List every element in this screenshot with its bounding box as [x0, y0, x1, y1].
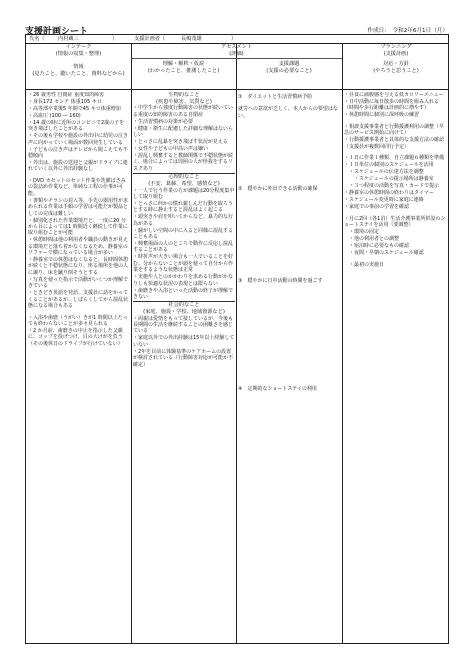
- task-1-note: 就労への意欲が乏しく、本人からの要望はない。: [238, 106, 338, 119]
- interp-title: 理解・解釈・仮説: [162, 61, 205, 67]
- divider-2: [236, 43, 237, 643]
- task-1-label: ① ダイエットと生活習慣病予防: [238, 94, 313, 100]
- mind-item: ・時折声が大きい場合も一人でいることを好む。分からないことが頭を使って自分から作業をするような状態は正常: [133, 254, 234, 274]
- plan-item: ・夜間・早朝のスケジュール確認: [344, 250, 424, 257]
- plan-item: ・日中活動に毎日散歩の時間を組み入れる（時間や歩行距離は計画的に増やす）: [344, 98, 440, 112]
- info-item: ・休憩時間は他の利用者や職員の動きが見える環境だと落ち着かなくなるため、静養室のソファーで横になっている場合が多い: [28, 237, 129, 257]
- info-item: ・DVD カセットのセット作業や洗濯ばさみの袋詰め作業など、単純な工程の仕事が可能。: [28, 178, 126, 197]
- task-subtitle: (支援の必要なこと): [266, 67, 312, 74]
- assessment-subtitle: (評価): [229, 50, 244, 57]
- mind-item: ・歯磨きや入浴といった活動の終了が理解できない: [133, 287, 234, 300]
- social-item: ・家庭以外での外出経験は15年以上経験していない: [133, 335, 235, 348]
- plan-item: ・３つ程度の活動を写真・カードで提示: [344, 183, 440, 190]
- mind-item: ・頭突きや肩を叩いてからなど、暴力的な行為がある: [133, 214, 234, 227]
- info-item: [28, 310, 129, 314]
- plan-item: ・静養室の休憩時間の終わりはタイマー: [344, 190, 434, 197]
- name-close: ）: [112, 36, 118, 42]
- plan-item: ・環境の固定: [344, 229, 380, 236]
- plan-item: ・スケジュールの伝達方法を調整: [344, 169, 424, 176]
- mind-list: [133, 188, 235, 301]
- info-item: ・静養室での休憩はなくなると、長時間休憩が続くと不穏状態になり、座る場所を他の人に譲り、床を蹴り倒そうとする: [28, 257, 129, 276]
- interp-header: [131, 61, 236, 74]
- info-item: ・個別化された作業環境だと、一度に20 分から目によっては1 時間近く継続して作業に取り組むことが可能: [28, 217, 128, 237]
- header-bottom: [26, 89, 448, 90]
- plan-item: ・１日単位の個別のスケジュールを活用: [344, 162, 434, 169]
- info-item: ・入浴や歯磨（うがい）きが1 時間以上たっても終わらないことが多々見られる: [28, 314, 128, 327]
- plan-item: [344, 257, 448, 261]
- info-item: ・26 歳男性 自閉症 重度知的障害: [28, 92, 105, 98]
- social-subtitle: (家庭、施設・学校、地域資源など): [143, 308, 225, 315]
- info-header: [26, 64, 131, 77]
- planner-label: 支援計画者（: [134, 36, 166, 42]
- info-item: ・ときどき英語を発語、支援員に話をかってくることがあるが、しばらくしてから混乱状態になる場合もある: [28, 290, 129, 310]
- bio-item: ・とっさに乱暴を突き飛ばす状況が見える: [133, 139, 228, 146]
- info-title: 情報: [73, 64, 84, 70]
- plan-title: 対応・方針: [383, 61, 409, 67]
- plan-item: ・家庭での事前の学習を確認: [344, 204, 410, 211]
- bio-subtitle: (疾患や障害、気質など): [156, 98, 212, 105]
- info-item: ・書類やチラシの封入等、手先の器用性が求められる作業は手順の学習は可能だが製品としての完成は難しい: [28, 197, 129, 217]
- interp-subtitle: (わかったこと、推測したこと): [147, 67, 220, 74]
- bio-item: ・生活習慣病の対策が必要: [133, 118, 194, 125]
- info-item: ・身長172 センチ 体重105 キロ: [28, 98, 102, 105]
- plan-item: ・スケジュールの提示場所は静養室: [344, 176, 434, 183]
- created-date: 作成日： 令和2年6月1日（月）: [367, 28, 448, 34]
- plan-header: [342, 61, 450, 74]
- plan-item: ・宿泊時に必要なもの確認: [344, 243, 410, 250]
- support-plan-table: [25, 34, 449, 644]
- task-header: [236, 61, 342, 74]
- bio-title: 生物的なこと: [168, 92, 200, 98]
- bio-item: ・健康・衛生に配慮した詳細な理解はないらしい: [133, 125, 234, 139]
- task-3: [238, 278, 340, 285]
- social-item: ・2年を目前に体験基準のケアホームの設置が検討されている（行動障害対応が可能か不確定）: [133, 348, 234, 368]
- plan-column: [344, 92, 448, 642]
- plan-item: ・休憩時間に個別に深呼吸の練習: [344, 112, 420, 119]
- social-item: ・両親は愛情をもって接しているが、今後も長期間の生活を継続することの困難さを感じている: [133, 315, 234, 335]
- bio-item: ・中学生から強度行動障害の状態が続いている重度の知的障害のある自閉症: [133, 105, 234, 118]
- interp-column: [133, 92, 235, 642]
- task-4-label: ④ 定期的なショートステイの利用: [238, 386, 317, 392]
- task-title: 支援課題: [278, 61, 300, 67]
- info-subtitle: (見たこと、聴いたこと、資料などから): [32, 70, 125, 77]
- bio-item: ・混乱し興奮すると教師関係で不穏状態が続く、場合によっては周囲の人が怪我をするリスクあり: [133, 153, 234, 172]
- info-item: ・写真を使った指示で活動がいくつか理解できている: [28, 276, 129, 290]
- plan-item: ・１日に作業１種類、自立課題６種類を準備: [344, 155, 445, 162]
- intake-title: インテーク: [65, 44, 92, 50]
- assessment-split: [131, 58, 342, 59]
- task-3-label: ③ 穏やかに日中活動の時間を過ごす: [238, 278, 323, 284]
- info-item: ・2 か月前、歯磨きの中止を指示した父親に、コップを投げつけ、目の大けがを負う（その後休日のドライブが行けていない）: [28, 327, 123, 347]
- plan-item: ・相談支援事業者と行動援護利用の調整（早急のサービス開始に向けて）: [344, 123, 445, 137]
- mind-subtitle: (不安、葛藤、希望、感情など): [148, 180, 220, 187]
- bio-item: ・女性や子どもの甲高い声は嫌い: [133, 146, 209, 153]
- meta-row: [26, 35, 448, 44]
- task-1: [238, 94, 340, 120]
- social-title: 社会的なこと: [168, 302, 200, 309]
- task-4: [238, 386, 340, 393]
- plan-item: ・最初の実施日: [344, 261, 385, 268]
- mind-item: ・興奮場面の人のところで動作に反応し混乱することがある: [133, 241, 233, 254]
- plan-subtitle: (やろうと思うこと): [373, 67, 419, 74]
- assessment-header: [131, 44, 342, 57]
- plan-item: ・昼食に満腹感を与える低カロリーメニュー: [344, 92, 444, 98]
- planning-subtitle: (支援計画): [383, 50, 409, 57]
- assessment-title: アセスメント: [220, 44, 253, 50]
- sheet-title: 支援計画シート: [25, 27, 89, 37]
- info-item: ・子どもの泣き声はテレビから聞こえても不穏傾向: [28, 146, 128, 160]
- info-item: ・高等部卒業後5 年間で45 キロ体重増加: [28, 105, 121, 112]
- planning-title: プランニング: [380, 44, 412, 50]
- info-item: ・14 歳の時に近所のコンビニで2歳の子を突き飛ばしたことがある: [28, 119, 125, 133]
- task-column: [238, 92, 340, 642]
- intake-header: [26, 44, 131, 57]
- mind-title: 心理的なこと: [168, 174, 200, 181]
- planning-header: [342, 44, 450, 57]
- mind-item: ・一人で行う作業の方が課題は20分程度集中して取り組む: [133, 187, 235, 200]
- task-2-label: ② 穏やかに外出できる活動の確保: [238, 186, 318, 192]
- divider-1: [131, 43, 132, 643]
- plan-item: ・他の利用者との調整: [344, 236, 400, 243]
- plan-item: ・スケジュール変更時に家庭に連絡: [344, 197, 424, 204]
- info-item: [28, 173, 129, 177]
- info-item: ・その後も学校や施設の外出中に幼児の泣き声に向かっていく場面が数回発生している: [28, 133, 129, 146]
- plan-item: [344, 211, 448, 215]
- social-list: [133, 316, 235, 368]
- plan-item: ・月に2回（各1泊）生活介護事業所併設のショートステイを活用（要調整）: [344, 215, 446, 229]
- plan-item: ・行動援護事業者と具体的な支援方法の確認（支援員が複数回同行予定）: [344, 137, 445, 150]
- name-label: 氏名（: [29, 36, 45, 42]
- divider-3: [342, 43, 343, 643]
- info-item: ・高血圧 (100 ― 160): [28, 112, 81, 119]
- info-item: ・外出は、施設の送迎と父親がドライブに連れていく以外に外出経験なし: [28, 160, 128, 173]
- plan-item: [344, 119, 448, 123]
- task-2: [238, 186, 340, 193]
- planner-name: 長嶋茂雄: [181, 36, 202, 42]
- bio-list: [133, 105, 235, 172]
- mind-item: ・騒がしい空間の中に入ると同様に混乱することもある: [133, 227, 234, 241]
- mind-item: ・とっさに何かの慣れ親しんだ行動を取ろうとする時に静止すると混乱はよく起こる: [133, 200, 233, 214]
- client-name: 内村蔵三: [58, 36, 79, 42]
- intake-subtitle: (情報の収集・整理): [55, 50, 102, 57]
- info-column: [28, 92, 129, 642]
- mind-item: ・実施や人とのかかわりを求める行動がかなりしも快適な状況の表現とは限らない: [133, 274, 234, 287]
- planner-close: ）: [231, 36, 237, 42]
